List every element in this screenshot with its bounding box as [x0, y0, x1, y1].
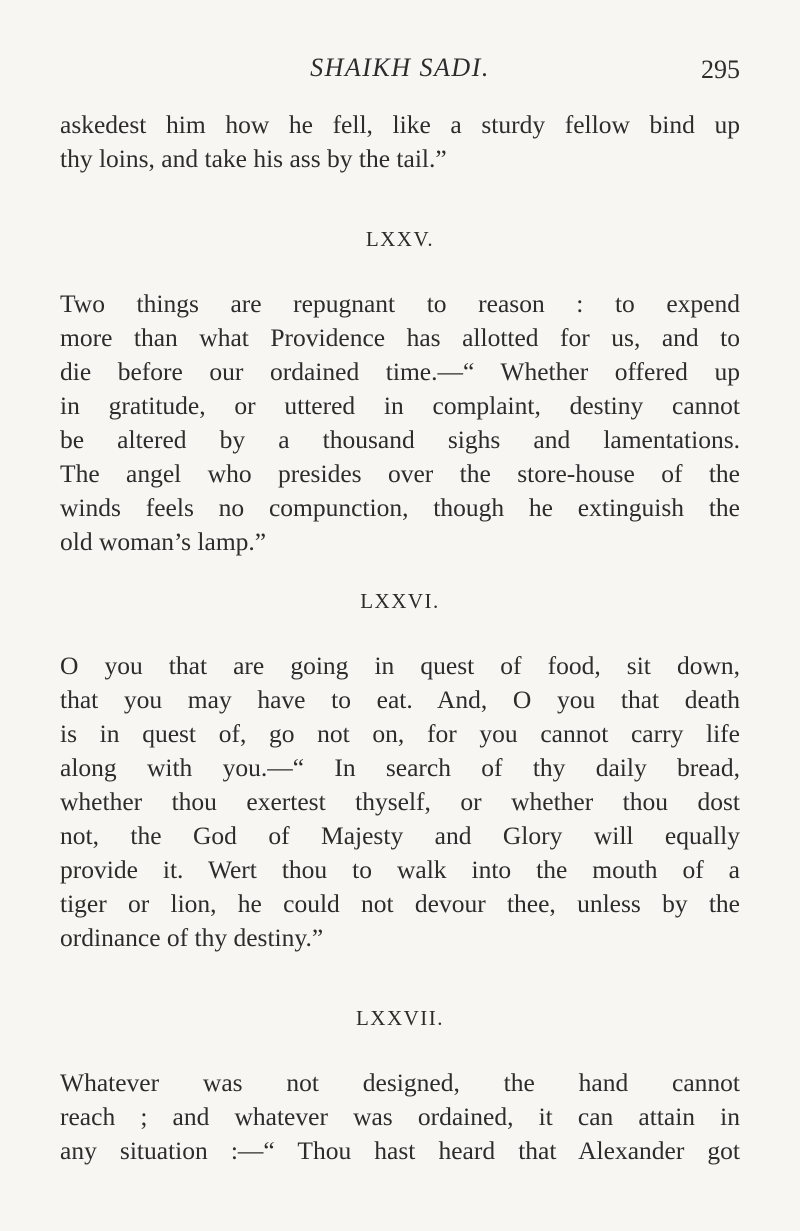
text-line: Two things are repugnant to reason : to expend — [60, 289, 740, 318]
text-line: The angel who presides over the store-house of the — [60, 459, 740, 488]
text-line: more than what Providence has allotted for us, and to — [60, 323, 740, 352]
text-line: is in quest of, go not on, for you cannot carry life — [60, 719, 740, 748]
section-paragraph — [60, 649, 740, 955]
section-heading: LXXVII. — [355, 1006, 445, 1030]
text-line: tiger or lion, he could not devour thee, unless by the — [60, 889, 740, 918]
text-line: provide it. Wert thou to walk into the mouth of a — [60, 855, 740, 884]
text-line: old woman’s lamp.” — [60, 527, 267, 556]
text-line: die before our ordained time.—“ Whether offered up — [60, 357, 740, 386]
text-line: in gratitude, or uttered in complaint, destiny cannot — [60, 391, 740, 420]
text-line: any situation :—“ Thou hast heard that Alexander got — [60, 1136, 740, 1165]
text-line: be altered by a thousand sighs and lamentations. — [60, 425, 740, 454]
section-heading: LXXVI. — [360, 589, 440, 613]
text-line: not, the God of Majesty and Glory will equally — [60, 821, 740, 850]
text-line: along with you.—“ In search of thy daily bread, — [60, 753, 740, 782]
body-text — [60, 108, 740, 1168]
section-paragraph — [60, 287, 740, 559]
section-heading: LXXV. — [365, 227, 435, 251]
text-line: askedest him how he fell, like a sturdy fellow bind up — [60, 110, 740, 139]
text-line: O you that are going in quest of food, sit down, — [60, 651, 740, 680]
book-page — [60, 0, 740, 1231]
continuation-paragraph — [60, 108, 740, 176]
text-line: reach ; and whatever was ordained, it can attain in — [60, 1102, 740, 1131]
text-line: that you may have to eat. And, O you that death — [60, 685, 740, 714]
text-line: thy loins, and take his ass by the tail.” — [60, 144, 447, 173]
text-line: ordinance of thy destiny.” — [60, 923, 324, 952]
running-title: SHAIKH SADI. — [310, 53, 490, 82]
section-paragraph — [60, 1066, 740, 1168]
text-line: Whatever was not designed, the hand cannot — [60, 1068, 740, 1097]
running-head — [60, 48, 740, 88]
page-number: 295 — [701, 55, 740, 84]
text-line: whether thou exertest thyself, or whether thou dost — [60, 787, 740, 816]
text-line: winds feels no compunction, though he extinguish the — [60, 493, 740, 522]
